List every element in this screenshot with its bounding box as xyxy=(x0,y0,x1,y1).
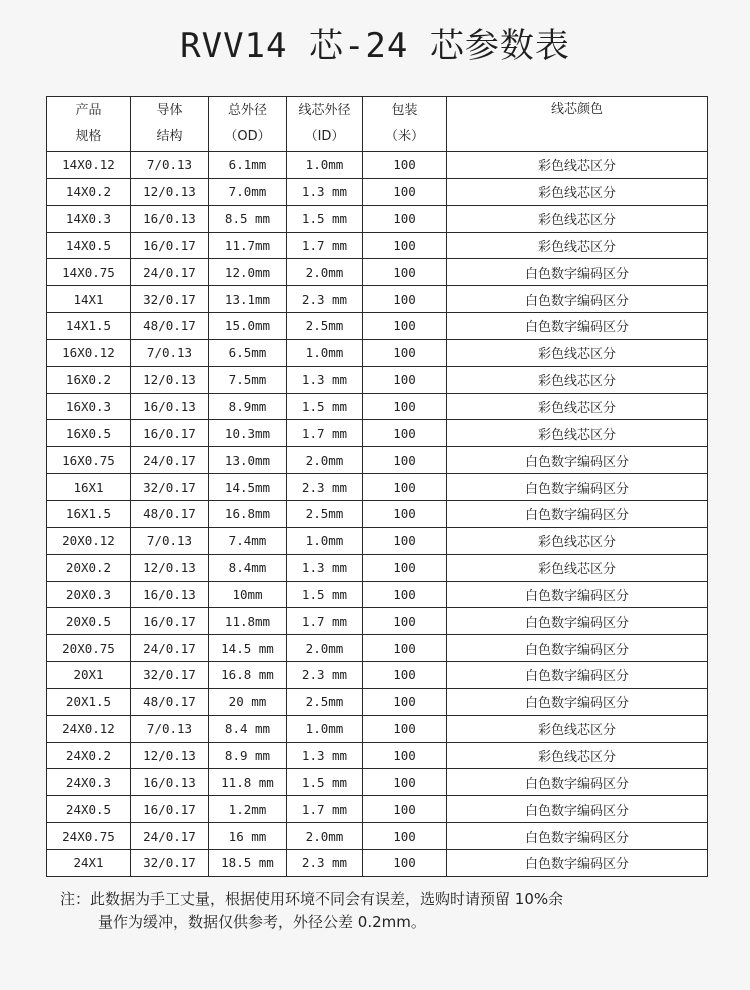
header-line: （OD） xyxy=(224,129,271,144)
cell-outer-diameter: 6.5mm xyxy=(209,339,287,366)
header-outer-diameter xyxy=(209,97,287,152)
cell-conductor: 12/0.13 xyxy=(131,178,209,205)
cell-core-diameter: 2.0mm xyxy=(287,635,363,662)
cell-core-color: 白色数字编码区分 xyxy=(447,796,708,823)
cell-core-color: 白色数字编码区分 xyxy=(447,447,708,474)
cell-outer-diameter: 13.1mm xyxy=(209,286,287,313)
page-title: RVV14 芯-24 芯参数表 xyxy=(180,26,570,66)
cell-spec: 20X1.5 xyxy=(47,688,131,715)
header-conductor xyxy=(131,97,209,152)
cell-outer-diameter: 14.5 mm xyxy=(209,635,287,662)
cell-spec: 24X0.5 xyxy=(47,796,131,823)
cell-spec: 14X0.75 xyxy=(47,259,131,286)
cell-conductor: 24/0.17 xyxy=(131,447,209,474)
cell-outer-diameter: 11.7mm xyxy=(209,232,287,259)
header-core-diameter xyxy=(287,97,363,152)
cell-outer-diameter: 16 mm xyxy=(209,823,287,850)
cell-conductor: 16/0.13 xyxy=(131,769,209,796)
table-row xyxy=(47,339,708,366)
cell-spec: 20X0.3 xyxy=(47,581,131,608)
footnote xyxy=(60,888,740,934)
cell-core-diameter: 1.7 mm xyxy=(287,420,363,447)
cell-core-diameter: 1.0mm xyxy=(287,152,363,179)
cell-spec: 20X1 xyxy=(47,662,131,689)
cell-core-diameter: 2.0mm xyxy=(287,259,363,286)
table-row xyxy=(47,769,708,796)
cell-spec: 14X1.5 xyxy=(47,313,131,340)
table-row xyxy=(47,286,708,313)
header-line: 线芯外径 xyxy=(298,103,351,118)
cell-core-diameter: 1.5 mm xyxy=(287,205,363,232)
cell-core-color: 彩色线芯区分 xyxy=(447,366,708,393)
cell-spec: 20X0.2 xyxy=(47,554,131,581)
cell-package: 100 xyxy=(363,339,447,366)
cell-conductor: 7/0.13 xyxy=(131,339,209,366)
cell-spec: 24X0.3 xyxy=(47,769,131,796)
cell-spec: 24X0.2 xyxy=(47,742,131,769)
table-row xyxy=(47,662,708,689)
table-row xyxy=(47,527,708,554)
cell-core-diameter: 1.7 mm xyxy=(287,232,363,259)
spec-table xyxy=(46,96,708,877)
cell-conductor: 7/0.13 xyxy=(131,527,209,554)
cell-core-color: 彩色线芯区分 xyxy=(447,205,708,232)
table-row xyxy=(47,313,708,340)
cell-core-diameter: 1.5 mm xyxy=(287,581,363,608)
cell-package: 100 xyxy=(363,635,447,662)
cell-conductor: 7/0.13 xyxy=(131,715,209,742)
footnote-line-2: 量作为缓冲，数据仅供参考，外径公差 0.2mm。 xyxy=(98,913,426,931)
cell-package: 100 xyxy=(363,152,447,179)
table-row xyxy=(47,152,708,179)
cell-package: 100 xyxy=(363,232,447,259)
cell-spec: 14X0.2 xyxy=(47,178,131,205)
cell-package: 100 xyxy=(363,688,447,715)
cell-core-color: 白色数字编码区分 xyxy=(447,608,708,635)
cell-package: 100 xyxy=(363,742,447,769)
cell-core-diameter: 1.7 mm xyxy=(287,796,363,823)
header-spec xyxy=(47,97,131,152)
cell-core-diameter: 1.3 mm xyxy=(287,366,363,393)
header-line: 规格 xyxy=(75,129,102,144)
cell-core-diameter: 1.0mm xyxy=(287,339,363,366)
cell-spec: 14X0.5 xyxy=(47,232,131,259)
table-row xyxy=(47,259,708,286)
cell-conductor: 16/0.13 xyxy=(131,393,209,420)
cell-core-diameter: 2.5mm xyxy=(287,688,363,715)
table-row xyxy=(47,500,708,527)
cell-spec: 20X0.5 xyxy=(47,608,131,635)
cell-package: 100 xyxy=(363,581,447,608)
cell-package: 100 xyxy=(363,393,447,420)
table-row xyxy=(47,178,708,205)
cell-core-color: 彩色线芯区分 xyxy=(447,152,708,179)
cell-core-color: 彩色线芯区分 xyxy=(447,393,708,420)
cell-core-diameter: 2.0mm xyxy=(287,823,363,850)
cell-core-color: 彩色线芯区分 xyxy=(447,554,708,581)
table-row xyxy=(47,635,708,662)
cell-core-color: 彩色线芯区分 xyxy=(447,527,708,554)
cell-conductor: 16/0.17 xyxy=(131,796,209,823)
cell-package: 100 xyxy=(363,500,447,527)
cell-outer-diameter: 12.0mm xyxy=(209,259,287,286)
cell-core-color: 白色数字编码区分 xyxy=(447,313,708,340)
cell-conductor: 32/0.17 xyxy=(131,474,209,501)
header-line: （ID） xyxy=(304,129,345,144)
table-row xyxy=(47,823,708,850)
cell-outer-diameter: 8.4mm xyxy=(209,554,287,581)
table-row xyxy=(47,608,708,635)
cell-spec: 24X0.75 xyxy=(47,823,131,850)
cell-core-diameter: 2.5mm xyxy=(287,313,363,340)
cell-outer-diameter: 7.5mm xyxy=(209,366,287,393)
cell-core-diameter: 1.0mm xyxy=(287,715,363,742)
cell-core-color: 白色数字编码区分 xyxy=(447,635,708,662)
cell-core-color: 彩色线芯区分 xyxy=(447,742,708,769)
cell-outer-diameter: 8.9mm xyxy=(209,393,287,420)
cell-core-diameter: 1.3 mm xyxy=(287,742,363,769)
cell-spec: 16X0.3 xyxy=(47,393,131,420)
cell-conductor: 12/0.13 xyxy=(131,554,209,581)
cell-outer-diameter: 14.5mm xyxy=(209,474,287,501)
cell-spec: 16X0.12 xyxy=(47,339,131,366)
cell-outer-diameter: 8.5 mm xyxy=(209,205,287,232)
cell-package: 100 xyxy=(363,474,447,501)
header-line: 结构 xyxy=(156,129,183,144)
cell-package: 100 xyxy=(363,554,447,581)
cell-conductor: 32/0.17 xyxy=(131,849,209,876)
cell-outer-diameter: 7.4mm xyxy=(209,527,287,554)
cell-conductor: 16/0.17 xyxy=(131,232,209,259)
table-row xyxy=(47,742,708,769)
cell-core-color: 白色数字编码区分 xyxy=(447,769,708,796)
table-row xyxy=(47,554,708,581)
cell-conductor: 48/0.17 xyxy=(131,688,209,715)
cell-package: 100 xyxy=(363,447,447,474)
table-row xyxy=(47,205,708,232)
table-row xyxy=(47,474,708,501)
cell-spec: 16X0.5 xyxy=(47,420,131,447)
cell-conductor: 24/0.17 xyxy=(131,635,209,662)
table-row xyxy=(47,447,708,474)
cell-package: 100 xyxy=(363,178,447,205)
cell-conductor: 32/0.17 xyxy=(131,286,209,313)
cell-core-color: 白色数字编码区分 xyxy=(447,662,708,689)
cell-conductor: 7/0.13 xyxy=(131,152,209,179)
cell-spec: 24X0.12 xyxy=(47,715,131,742)
cell-outer-diameter: 20 mm xyxy=(209,688,287,715)
cell-outer-diameter: 1.2mm xyxy=(209,796,287,823)
header-line: 总外径 xyxy=(227,103,267,118)
table-row xyxy=(47,581,708,608)
header-line: 产品 xyxy=(75,103,102,118)
cell-conductor: 16/0.13 xyxy=(131,205,209,232)
cell-package: 100 xyxy=(363,849,447,876)
table-row xyxy=(47,688,708,715)
cell-outer-diameter: 15.0mm xyxy=(209,313,287,340)
cell-conductor: 24/0.17 xyxy=(131,259,209,286)
cell-outer-diameter: 8.4 mm xyxy=(209,715,287,742)
cell-outer-diameter: 7.0mm xyxy=(209,178,287,205)
cell-package: 100 xyxy=(363,366,447,393)
header-package xyxy=(363,97,447,152)
cell-outer-diameter: 8.9 mm xyxy=(209,742,287,769)
cell-conductor: 48/0.17 xyxy=(131,313,209,340)
cell-core-diameter: 2.3 mm xyxy=(287,286,363,313)
cell-core-diameter: 1.3 mm xyxy=(287,554,363,581)
cell-core-color: 彩色线芯区分 xyxy=(447,339,708,366)
table-row xyxy=(47,715,708,742)
cell-outer-diameter: 10.3mm xyxy=(209,420,287,447)
footnote-line-1: 注：此数据为手工丈量，根据使用环境不同会有误差，选购时请预留 10%余 xyxy=(60,890,564,908)
cell-outer-diameter: 18.5 mm xyxy=(209,849,287,876)
cell-conductor: 24/0.17 xyxy=(131,823,209,850)
cell-core-color: 白色数字编码区分 xyxy=(447,259,708,286)
cell-core-color: 白色数字编码区分 xyxy=(447,823,708,850)
cell-core-diameter: 2.3 mm xyxy=(287,474,363,501)
cell-outer-diameter: 6.1mm xyxy=(209,152,287,179)
cell-core-diameter: 2.3 mm xyxy=(287,849,363,876)
cell-conductor: 16/0.13 xyxy=(131,581,209,608)
cell-package: 100 xyxy=(363,769,447,796)
cell-core-color: 彩色线芯区分 xyxy=(447,715,708,742)
cell-package: 100 xyxy=(363,796,447,823)
cell-core-color: 白色数字编码区分 xyxy=(447,474,708,501)
cell-spec: 16X1.5 xyxy=(47,500,131,527)
cell-spec: 24X1 xyxy=(47,849,131,876)
cell-outer-diameter: 16.8 mm xyxy=(209,662,287,689)
table-body xyxy=(47,152,708,877)
table-row xyxy=(47,393,708,420)
cell-package: 100 xyxy=(363,313,447,340)
cell-outer-diameter: 11.8mm xyxy=(209,608,287,635)
cell-package: 100 xyxy=(363,608,447,635)
cell-conductor: 32/0.17 xyxy=(131,662,209,689)
cell-core-color: 白色数字编码区分 xyxy=(447,286,708,313)
cell-core-diameter: 1.5 mm xyxy=(287,393,363,420)
cell-package: 100 xyxy=(363,662,447,689)
cell-core-color: 彩色线芯区分 xyxy=(447,420,708,447)
header-core-color xyxy=(447,97,708,152)
table-row xyxy=(47,366,708,393)
cell-core-color: 白色数字编码区分 xyxy=(447,849,708,876)
cell-package: 100 xyxy=(363,420,447,447)
header-line: 线芯颜色 xyxy=(550,102,603,117)
cell-spec: 16X0.75 xyxy=(47,447,131,474)
cell-core-diameter: 1.0mm xyxy=(287,527,363,554)
table-row xyxy=(47,796,708,823)
cell-core-color: 彩色线芯区分 xyxy=(447,232,708,259)
cell-core-diameter: 2.5mm xyxy=(287,500,363,527)
cell-package: 100 xyxy=(363,715,447,742)
cell-core-color: 彩色线芯区分 xyxy=(447,178,708,205)
table-header-row xyxy=(47,97,708,152)
cell-spec: 14X1 xyxy=(47,286,131,313)
cell-outer-diameter: 11.8 mm xyxy=(209,769,287,796)
cell-core-diameter: 2.3 mm xyxy=(287,662,363,689)
cell-core-color: 白色数字编码区分 xyxy=(447,688,708,715)
cell-core-color: 白色数字编码区分 xyxy=(447,500,708,527)
cell-package: 100 xyxy=(363,205,447,232)
cell-spec: 16X1 xyxy=(47,474,131,501)
cell-conductor: 48/0.17 xyxy=(131,500,209,527)
cell-core-diameter: 2.0mm xyxy=(287,447,363,474)
header-line: （米） xyxy=(384,129,424,144)
table-row xyxy=(47,849,708,876)
cell-outer-diameter: 16.8mm xyxy=(209,500,287,527)
cell-core-diameter: 1.7 mm xyxy=(287,608,363,635)
cell-package: 100 xyxy=(363,259,447,286)
cell-core-diameter: 1.5 mm xyxy=(287,769,363,796)
cell-package: 100 xyxy=(363,823,447,850)
cell-package: 100 xyxy=(363,286,447,313)
cell-spec: 20X0.12 xyxy=(47,527,131,554)
cell-spec: 16X0.2 xyxy=(47,366,131,393)
cell-package: 100 xyxy=(363,527,447,554)
cell-spec: 14X0.12 xyxy=(47,152,131,179)
cell-conductor: 16/0.17 xyxy=(131,420,209,447)
cell-spec: 14X0.3 xyxy=(47,205,131,232)
header-line: 导体 xyxy=(156,103,183,118)
cell-core-diameter: 1.3 mm xyxy=(287,178,363,205)
cell-outer-diameter: 13.0mm xyxy=(209,447,287,474)
table-row xyxy=(47,232,708,259)
table-row xyxy=(47,420,708,447)
cell-core-color: 白色数字编码区分 xyxy=(447,581,708,608)
header-line: 包装 xyxy=(391,103,418,118)
cell-spec: 20X0.75 xyxy=(47,635,131,662)
cell-conductor: 16/0.17 xyxy=(131,608,209,635)
cell-conductor: 12/0.13 xyxy=(131,366,209,393)
cell-conductor: 12/0.13 xyxy=(131,742,209,769)
cell-outer-diameter: 10mm xyxy=(209,581,287,608)
